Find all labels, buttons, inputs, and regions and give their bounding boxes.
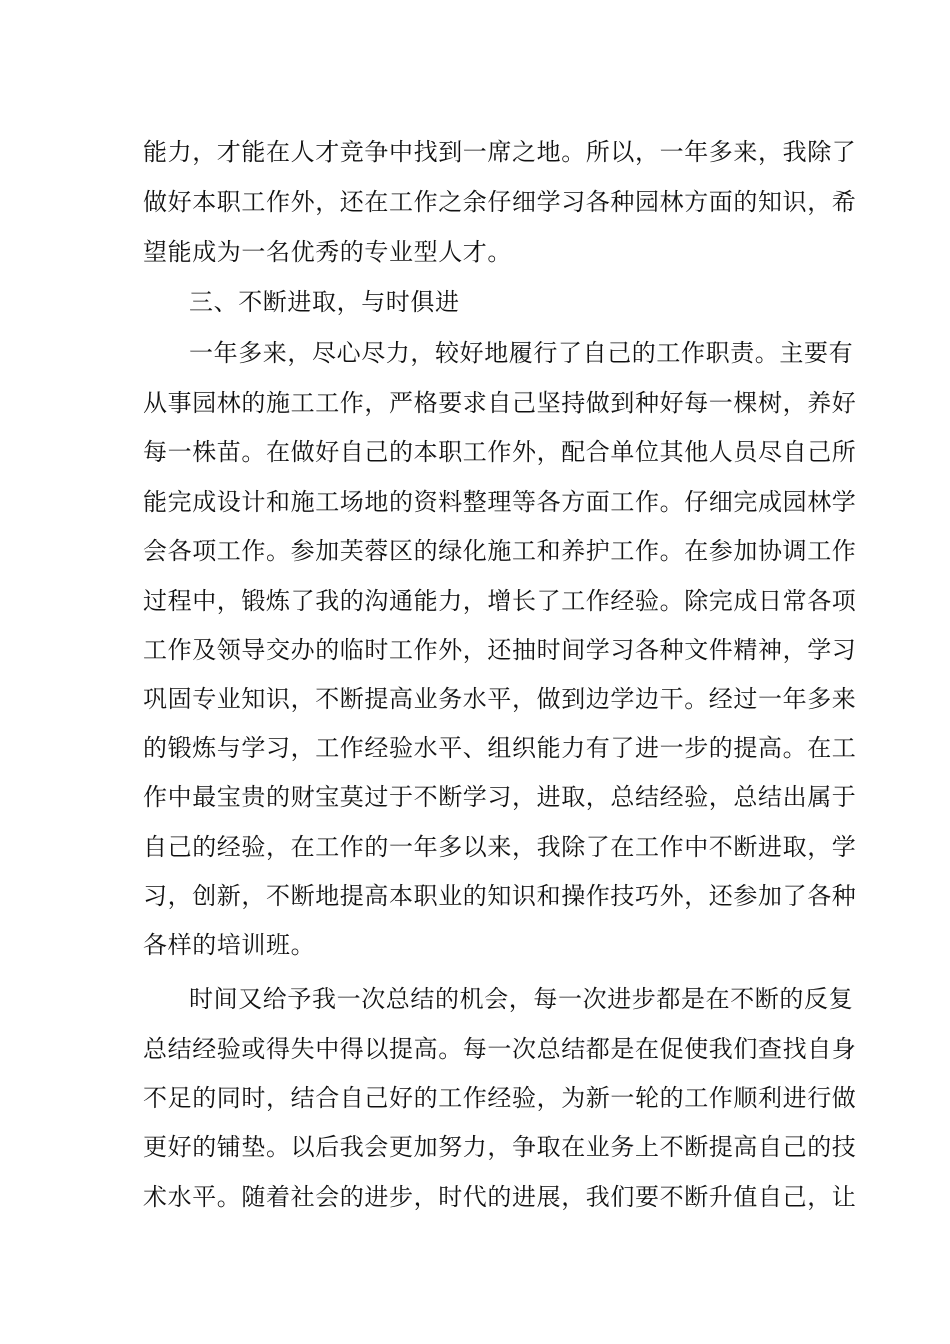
text-line: 更好的铺垫。以后我会更加努力，争取在业务上不断提高自己的技 [143, 1133, 857, 1161]
text-line: 过程中，锻炼了我的沟通能力，增长了工作经验。除完成日常各项 [143, 587, 857, 615]
text-line: 习，创新，不断地提高本职业的知识和操作技巧外，还参加了各种 [143, 882, 857, 910]
text-line: 作中最宝贵的财宝莫过于不断学习，进取，总结经验，总结出属于 [143, 783, 857, 811]
text-line: 做好本职工作外，还在工作之余仔细学习各种园林方面的知识，希 [143, 188, 857, 216]
text-line: 一年多来，尽心尽力，较好地履行了自己的工作职责。主要有 [189, 339, 854, 367]
text-line: 每一株苗。在做好自己的本职工作外，配合单位其他人员尽自己所 [143, 438, 857, 466]
text-line: 不足的同时，结合自己好的工作经验，为新一轮的工作顺利进行做 [143, 1084, 857, 1112]
text-line: 工作及领导交办的临时工作外，还抽时间学习各种文件精神，学习 [143, 636, 857, 664]
text-line: 会各项工作。参加芙蓉区的绿化施工和养护工作。在参加协调工作 [143, 537, 857, 565]
text-line: 总结经验或得失中得以提高。每一次总结都是在促使我们查找自身 [143, 1035, 857, 1063]
text-line: 能力，才能在人才竞争中找到一席之地。所以，一年多来，我除了 [143, 138, 857, 166]
text-line: 能完成设计和施工场地的资料整理等各方面工作。仔细完成园林学 [143, 488, 857, 516]
text-line: 各样的培训班。 [143, 931, 316, 959]
section-heading: 三、不断进取，与时俱进 [189, 288, 460, 316]
text-line: 望能成为一名优秀的专业型人才。 [143, 238, 512, 266]
text-line: 术水平。随着社会的进步，时代的进展，我们要不断升值自己，让 [143, 1183, 857, 1211]
text-line: 从事园林的施工工作，严格要求自己坚持做到种好每一棵树，养好 [143, 389, 857, 417]
text-line: 时间又给予我一次总结的机会，每一次进步都是在不断的反复 [189, 985, 854, 1013]
text-line: 巩固专业知识，不断提高业务水平，做到边学边干。经过一年多来 [143, 685, 857, 713]
text-line: 自己的经验，在工作的一年多以来，我除了在工作中不断进取，学 [143, 833, 857, 861]
text-line: 的锻炼与学习，工作经验水平、组织能力有了进一步的提高。在工 [143, 734, 857, 762]
